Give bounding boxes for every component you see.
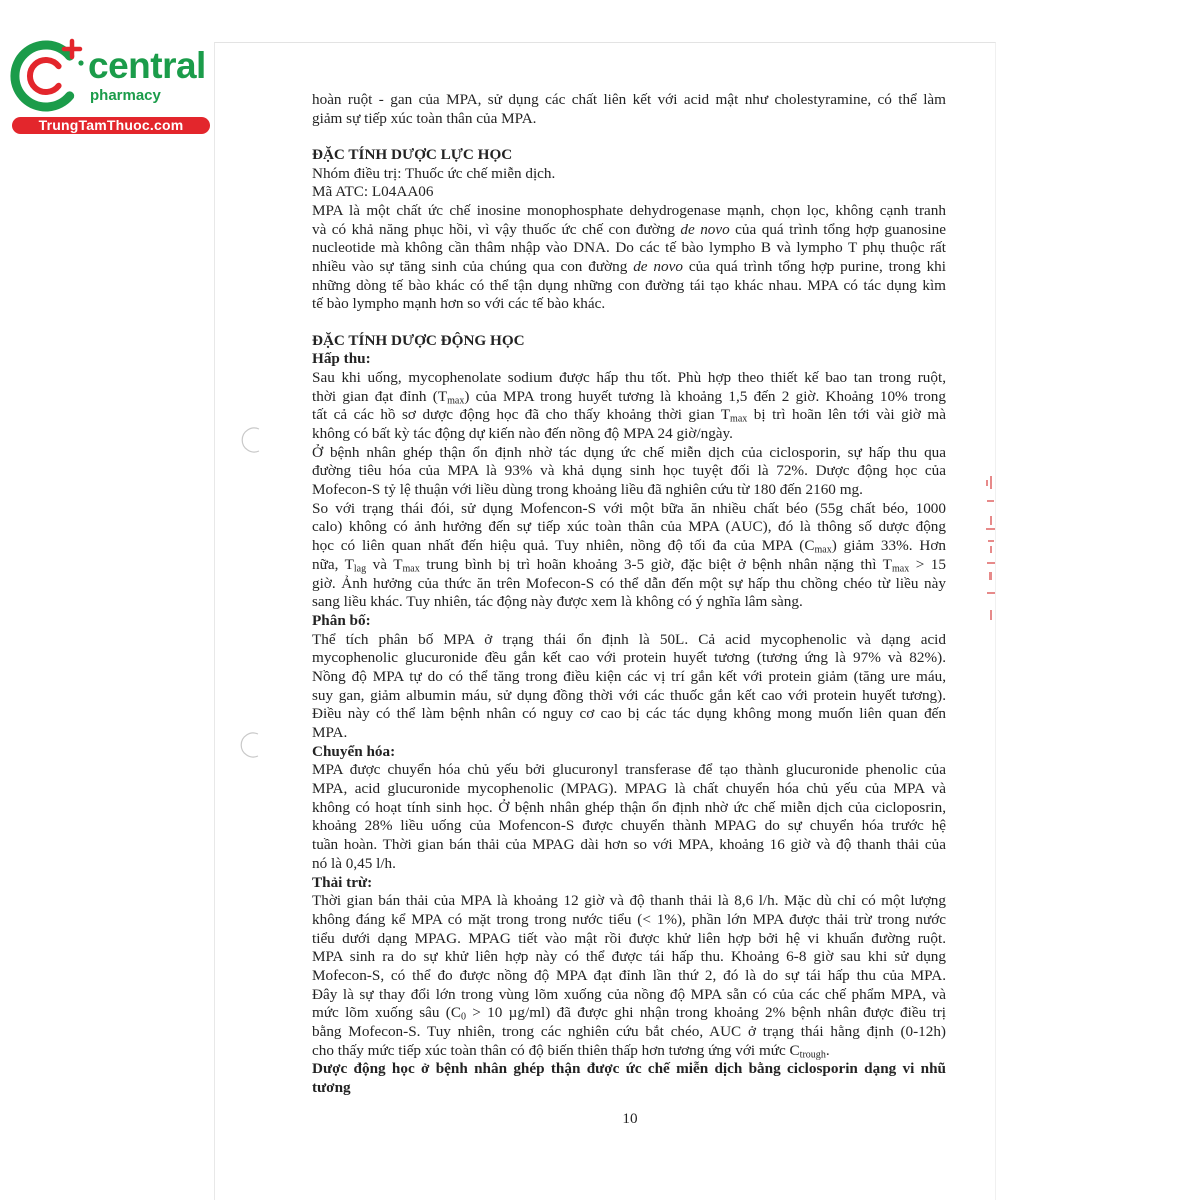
text-line <box>312 406 946 425</box>
text-run: cho thấy mức tiếp xúc toàn thân có độ biến thiên thấp hơn tương ứng với mức C <box>312 1041 800 1059</box>
text-line: bằng Mofecon-S. Tuy nhiên, trong các nghiên cứu bắt chéo, AUC ở trạng thái hằng định (0-12h) <box>312 1023 946 1040</box>
text-line: không có hoạt tính sinh học. Ở bệnh nhân ghép thận ổn định nhờ ức chế miễn dịch của cicloposrin, <box>312 798 946 816</box>
text-line: tiểu dưới dạng MPAG. MPAG tiết vào mật rồi được khử liên hợp bởi hệ vi khuẩn đường ruột. <box>312 929 946 947</box>
text-run: của quá trình tổng hợp purine, trong khi <box>682 258 946 275</box>
text-line: Đây là sự thay đổi lớn trong vùng lõm xuống của nồng độ MPA sẵn có của các chế phẩm MPA, và <box>312 985 946 1003</box>
paragraph <box>312 444 946 500</box>
text-run: > 15 <box>909 555 946 573</box>
text-line: Hấp thu: <box>312 350 371 368</box>
paragraph <box>312 500 946 612</box>
text-line <box>312 258 946 277</box>
text-line: Thể tích phân bố MPA ở trạng thái ổn định là 50L. Cả acid mycophenolic và dạng acid <box>312 630 946 648</box>
text-line: Mofecon-S, có thể đo được nồng độ MPA đạt đỉnh lần thứ 2, đó là do sự tái hấp thu của MPA. <box>312 966 946 984</box>
text-line: Điều này có thể làm bệnh nhân có nguy cơ cao bị các tác dụng không mong muốn liên quan đến <box>312 705 946 723</box>
subscript: max <box>814 544 832 556</box>
text-line: mycophenolic glucuronide đều gắn kết cao với protein huyết tương (tương ứng là 97% và 82%). <box>312 649 946 667</box>
section-heading <box>312 332 946 351</box>
central-pharmacy-logo[interactable] <box>0 0 220 140</box>
text-run: và có khả năng phục hồi, vì vậy thuốc ức chế con đường <box>312 220 681 238</box>
text-run: trung bình bị trì hoãn khoảng 3-5 giờ, đặc biệt ở bệnh nhân nặng thì T <box>419 555 892 573</box>
logo-website-badge[interactable]: TrungTamThuoc.com <box>12 117 210 134</box>
text-line <box>312 537 946 556</box>
subsection-heading <box>312 1060 946 1097</box>
text-line: nucleotide mà không cần thâm nhập vào DNA. Do các tế bào lympho B và lympho T phụ thuộc rất <box>312 239 946 257</box>
text-run: > 10 µg/ml) đã được ghi nhận trong khoảng 2% bệnh nhân được điều trị <box>466 1004 946 1022</box>
page-number: 10 <box>622 1110 638 1127</box>
subsection-heading <box>312 874 946 893</box>
text-line: Mofecon-S tỷ lệ thuận với liều dùng trong khoảng liều đã nghiên cứu từ 180 đến 2160 mg. <box>312 481 863 499</box>
logo-green-ring <box>15 45 70 107</box>
text-line: MPA. <box>312 724 348 741</box>
text-line: tuần hoàn. Thời gian bán thải của MPAG dài hơn so với MPA, khoảng 16 giờ và độ thanh thải của <box>312 836 946 854</box>
text-line: ĐẶC TÍNH DƯỢC ĐỘNG HỌC <box>312 331 525 349</box>
text-line <box>312 221 946 240</box>
text-run: mức lõm xuống sâu (C <box>312 1004 461 1022</box>
text-run: thời gian đạt đỉnh (T <box>312 387 448 405</box>
punch-hole-top <box>237 425 267 455</box>
subscript: trough <box>799 1049 826 1061</box>
text-line: Nồng độ MPA tự do có thể tăng trong điều kiện các vị trí gắn kết với protein giảm (tăng ure máu, <box>312 667 946 685</box>
paragraph <box>312 165 946 184</box>
text-run: nhiều vào sự tăng sinh của chúng qua con đường <box>312 258 634 275</box>
text-run: tất cả các hồ sơ dược động học đã cho thấy khoảng thời gian T <box>312 406 731 424</box>
red-stamp-marks <box>982 476 1000 626</box>
logo-tagline: pharmacy <box>90 87 161 104</box>
text-line: Dược động học ở bệnh nhân ghép thận được ức chế miễn dịch bằng ciclosporin dạng vi nhũ <box>312 1060 946 1078</box>
text-run: và T <box>366 555 403 573</box>
text-line: Thời gian bán thải của MPA là khoảng 12 giờ và độ thanh thải là 8,6 l/h. Mặc dù chỉ có một lượng <box>312 892 946 910</box>
subscript: max <box>402 563 420 575</box>
text-line: MPA sinh ra do sự khử liên hợp này có thể được tái hấp thu. Khoảng 6-8 giờ sau khi sử dụng <box>312 948 946 966</box>
subscript: max <box>730 413 748 425</box>
text-line: ĐẶC TÍNH DƯỢC LỰC HỌC <box>312 145 513 163</box>
text-line <box>312 1042 946 1061</box>
italic-term: de novo <box>633 258 683 275</box>
paragraph <box>312 91 946 128</box>
punch-hole-bottom <box>236 730 266 760</box>
text-line: sang liều khác. Tuy nhiên, tác động này được xem là không có ý nghĩa lâm sàng. <box>312 593 803 611</box>
text-line <box>312 1004 946 1023</box>
text-line: không có bất kỳ tác động dự kiến nào đến nồng độ MPA 24 giờ/ngày. <box>312 425 733 442</box>
text-line <box>312 388 946 407</box>
paragraph <box>312 761 946 873</box>
text-line: Thải trừ: <box>312 873 373 891</box>
subsection-heading <box>312 743 946 762</box>
text-line: Chuyển hóa: <box>312 742 396 760</box>
text-line: Phân bố: <box>312 611 371 629</box>
text-line: calo) không có ảnh hưởng đến sự tiếp xúc toàn thân của MPA (AUC), đó là thông số dược động <box>312 518 946 536</box>
italic-term: de novo <box>680 220 730 238</box>
text-line: khoảng 28% liều uống của Mofencon-S được chuyển thành MPAG do sự chuyển hóa trước hệ <box>312 817 946 835</box>
text-line: So với trạng thái đói, sử dụng Mofencon-S với một bữa ăn nhiều chất béo (55g chất béo, 1000 <box>312 499 946 517</box>
central-pharmacy-c-cross-icon <box>6 36 86 116</box>
text-line: hoàn ruột - gan của MPA, sử dụng các chất liên kết với acid mật như cholestyramine, có thể làm <box>312 91 946 108</box>
text-run: . <box>825 1041 830 1059</box>
text-line: suy gan, giảm albumin máu, sử dụng đồng thời với các thuốc gắn kết cao với protein huyết tương). <box>312 686 946 704</box>
paragraph <box>312 202 946 314</box>
text-line: Ở bệnh nhân ghép thận ổn định nhờ tác dụng ức chế miễn dịch của ciclosporin, sự hấp thu qua <box>312 443 946 461</box>
subscript: max <box>447 395 465 407</box>
text-run: học có liên quan nhất đến hiệu quả. Tuy nhiên, nồng độ tối đa của MPA (C <box>312 537 815 555</box>
text-line: nó là 0,45 l/h. <box>312 854 396 872</box>
subsection-heading <box>312 612 946 631</box>
subscript: max <box>891 563 910 575</box>
subscript: lag <box>353 563 367 575</box>
text-line: MPA được chuyển hóa chủ yếu bởi glucuronyl transferase để tạo thành glucuronide phenolic của <box>312 761 946 779</box>
text-line: Mã ATC: L04AA06 <box>312 183 434 201</box>
text-line: những dòng tế bào khác có thể tận dụng những con đường tái tạo khác nhau. MPA có tác dụng kìm <box>312 276 946 294</box>
logo-brand-name: central <box>88 45 206 86</box>
subsection-heading <box>312 350 946 369</box>
paragraph <box>312 892 946 1060</box>
document-body <box>312 91 946 1098</box>
text-run: nữa, T <box>312 555 354 573</box>
text-line: Sau khi uống, mycophenolate sodium được hấp thu tốt. Phù hợp theo thiết kế bao tan trong ruột, <box>312 368 946 386</box>
text-line: giảm sự tiếp xúc toàn thân của MPA. <box>312 109 537 127</box>
text-run: ) giảm 33%. Hơn <box>831 537 946 555</box>
text-line: tương <box>312 1079 351 1097</box>
text-line: không đáng kể MPA có mặt trong trong nước tiểu (< 1%), phần lớn MPA được thải trừ trong nước <box>312 910 946 928</box>
text-line: MPA là một chất ức chế inosine monophosphate dehydrogenase mạnh, chọn lọc, không cạnh tranh <box>312 201 946 219</box>
text-line: MPA, acid glucuronide mycophenolic (MPAG). MPAG là chất chuyển hóa chủ yếu của MPA và <box>312 780 946 798</box>
paragraph <box>312 631 946 743</box>
text-run: của quá trình tổng hợp guanosine <box>729 220 946 238</box>
text-line: tế bào lympho mạnh hơn so với các tế bào khác. <box>312 295 606 313</box>
text-run: ) của MPA trong huyết tương là khoảng 1,5 đến 2 giờ. Khoảng 10% trong <box>464 387 946 405</box>
logo-red-inner-arc <box>30 60 59 92</box>
logo-green-dot <box>78 60 83 65</box>
text-line <box>312 556 946 575</box>
paragraph <box>312 183 946 202</box>
text-line: giờ. Ảnh hưởng của thức ăn trên Mofecon-S có thể dẫn đến một sự hấp thu chồng chéo từ liều này <box>312 574 946 592</box>
subscript: 0 <box>461 1011 467 1023</box>
section-heading <box>312 146 946 165</box>
text-line: Nhóm điều trị: Thuốc ức chế miễn dịch. <box>312 164 556 182</box>
text-run: bị trì hoãn lên tới vài giờ mà <box>747 406 946 424</box>
paragraph <box>312 369 946 444</box>
text-line: đường tiêu hóa của MPA là 93% và khả dụng sinh học tuyệt đối là 72%. Dược động học của <box>312 462 946 480</box>
